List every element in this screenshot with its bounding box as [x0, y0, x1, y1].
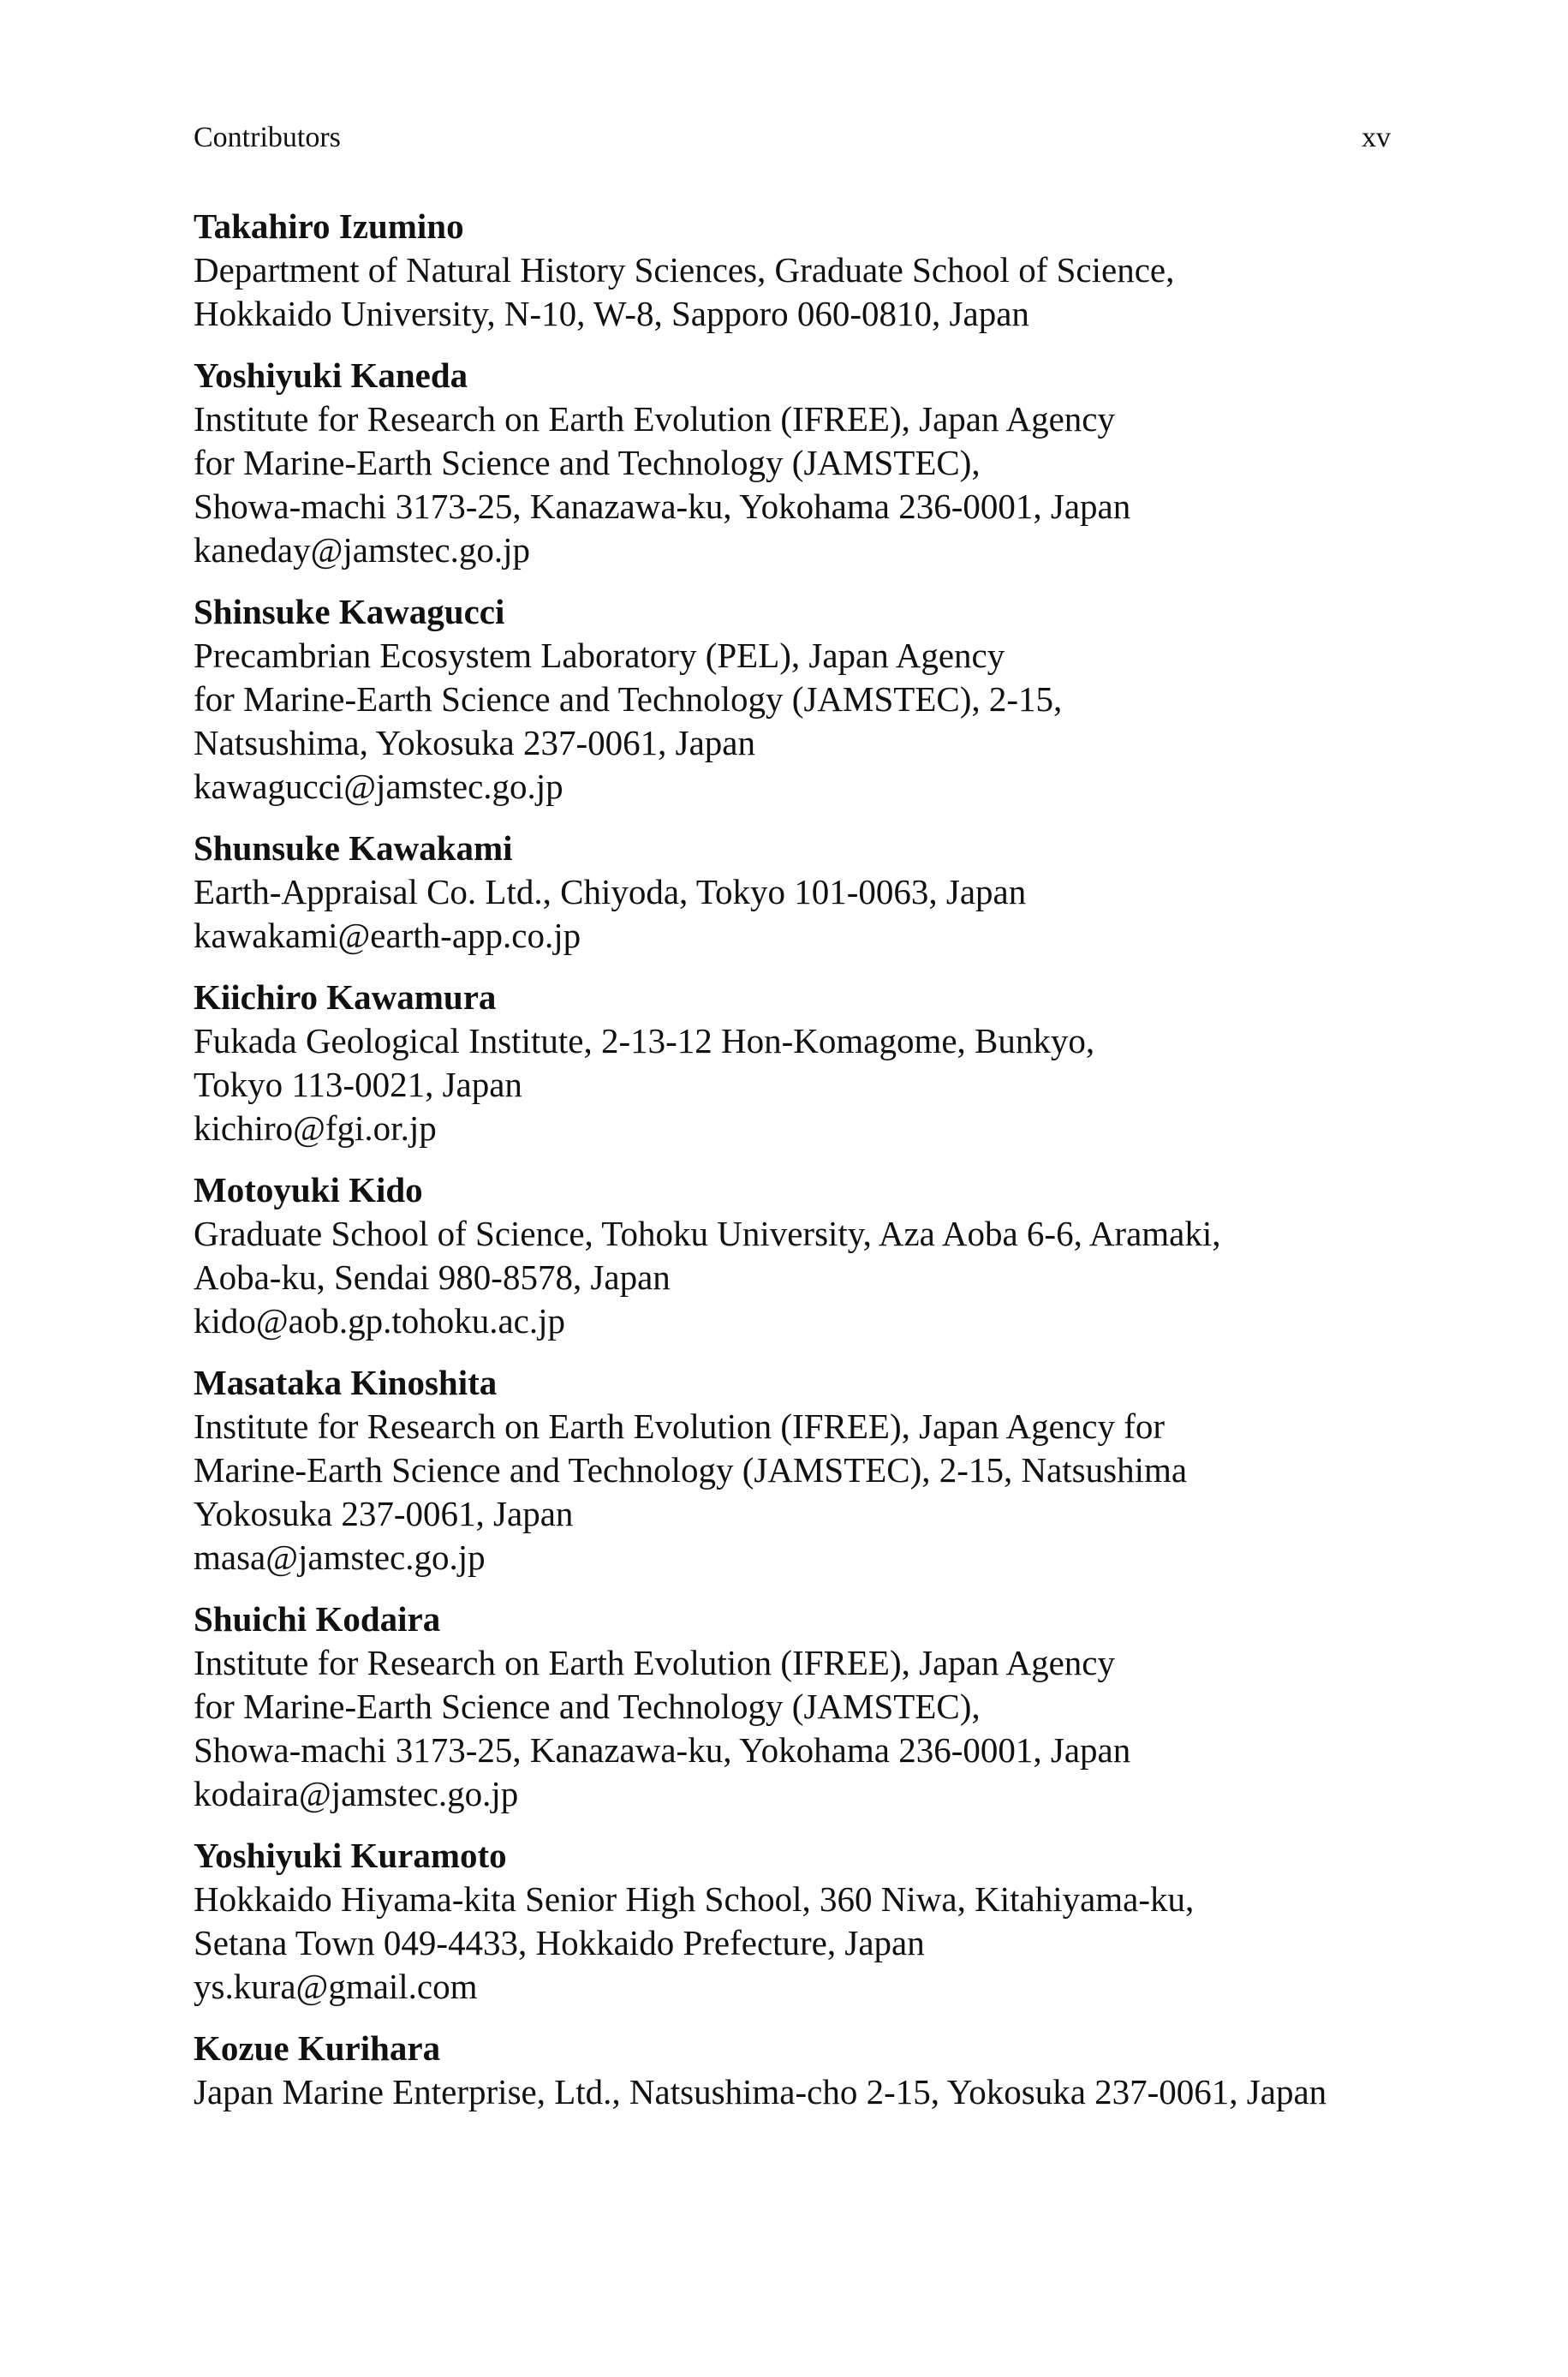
- contributor-affiliation-line: Graduate School of Science, Tohoku University, Aza Aoba 6-6, Aramaki,: [194, 1214, 1221, 1253]
- contributor-affiliation-line: Institute for Research on Earth Evolution (IFREE), Japan Agency for: [194, 1406, 1166, 1446]
- contributor-affiliation-line: Showa-machi 3173-25, Kanazawa-ku, Yokohama 236-0001, Japan: [194, 1730, 1131, 1770]
- contributor-entry: [194, 1361, 1410, 1580]
- contributor-entry: [194, 1834, 1410, 2009]
- contributor-name: Kiichiro Kawamura: [194, 977, 497, 1017]
- contributor-affiliation-line: Yokosuka 237-0061, Japan: [194, 1494, 574, 1533]
- contributor-email: kodaira@jamstec.go.jp: [194, 1774, 519, 1813]
- contributor-email: masa@jamstec.go.jp: [194, 1538, 486, 1577]
- contributor-email: kawagucci@jamstec.go.jp: [194, 767, 563, 806]
- contributor-affiliation-line: Department of Natural History Sciences, Graduate School of Science,: [194, 250, 1175, 290]
- contributor-name: Kozue Kurihara: [194, 2028, 441, 2068]
- page-number: xv: [1362, 122, 1391, 153]
- contributor-name: Yoshiyuki Kaneda: [194, 355, 468, 395]
- section-title: Contributors: [194, 122, 341, 153]
- contributor-entry: [194, 354, 1410, 572]
- contributor-entry: [194, 1598, 1410, 1816]
- contributor-affiliation-line: for Marine-Earth Science and Technology (JAMSTEC), 2-15,: [194, 679, 1063, 719]
- contributor-affiliation-line: Institute for Research on Earth Evolution (IFREE), Japan Agency: [194, 399, 1115, 439]
- contributor-affiliation-line: for Marine-Earth Science and Technology (JAMSTEC),: [194, 443, 981, 482]
- contributor-entry: [194, 976, 1410, 1150]
- contributor-affiliation-line: Marine-Earth Science and Technology (JAMSTEC), 2-15, Natsushima: [194, 1450, 1188, 1490]
- running-head: [194, 122, 1391, 163]
- contributor-affiliation-line: Showa-machi 3173-25, Kanazawa-ku, Yokohama 236-0001, Japan: [194, 487, 1131, 526]
- contributor-entry: [194, 2027, 1410, 2114]
- contributor-affiliation-line: Institute for Research on Earth Evolution (IFREE), Japan Agency: [194, 1643, 1115, 1682]
- contributor-name: Masataka Kinoshita: [194, 1363, 498, 1402]
- contributor-affiliation-line: Natsushima, Yokosuka 237-0061, Japan: [194, 723, 755, 762]
- contributor-email: kaneday@jamstec.go.jp: [194, 530, 530, 570]
- contributor-entry: [194, 1168, 1410, 1343]
- contributor-affiliation-line: Hokkaido Hiyama-kita Senior High School, 360 Niwa, Kitahiyama-ku,: [194, 1879, 1195, 1919]
- contributor-affiliation-line: Setana Town 049-4433, Hokkaido Prefecture, Japan: [194, 1923, 925, 1962]
- contributor-entry: [194, 590, 1410, 809]
- contributor-name: Motoyuki Kido: [194, 1170, 423, 1209]
- contributor-name: Yoshiyuki Kuramoto: [194, 1836, 507, 1875]
- contributor-affiliation-line: Hokkaido University, N-10, W-8, Sapporo 060-0810, Japan: [194, 294, 1029, 333]
- contributor-name: Shunsuke Kawakami: [194, 828, 513, 868]
- contributor-affiliation-line: Fukada Geological Institute, 2-13-12 Hon-Komagome, Bunkyo,: [194, 1021, 1095, 1060]
- contributor-name: Takahiro Izumino: [194, 206, 464, 246]
- contributor-affiliation-line: Precambrian Ecosystem Laboratory (PEL), Japan Agency: [194, 636, 1005, 675]
- contributor-list: [194, 205, 1410, 2132]
- contributor-entry: [194, 205, 1410, 336]
- contributor-affiliation-line: Japan Marine Enterprise, Ltd., Natsushima-cho 2-15, Yokosuka 237-0061, Japan: [194, 2072, 1327, 2111]
- contributor-email: kichiro@fgi.or.jp: [194, 1108, 437, 1148]
- contributor-email: kido@aob.gp.tohoku.ac.jp: [194, 1301, 566, 1341]
- contributor-affiliation-line: Tokyo 113-0021, Japan: [194, 1065, 522, 1104]
- contributor-affiliation-line: for Marine-Earth Science and Technology (JAMSTEC),: [194, 1687, 981, 1726]
- contributor-email: kawakami@earth-app.co.jp: [194, 916, 581, 955]
- contributor-entry: [194, 827, 1410, 958]
- contributor-name: Shuichi Kodaira: [194, 1599, 441, 1639]
- contributor-affiliation-line: Earth-Appraisal Co. Ltd., Chiyoda, Tokyo 101-0063, Japan: [194, 872, 1027, 911]
- contributor-affiliation-line: Aoba-ku, Sendai 980-8578, Japan: [194, 1257, 671, 1297]
- contributor-name: Shinsuke Kawagucci: [194, 592, 505, 631]
- contributor-email: ys.kura@gmail.com: [194, 1967, 478, 2006]
